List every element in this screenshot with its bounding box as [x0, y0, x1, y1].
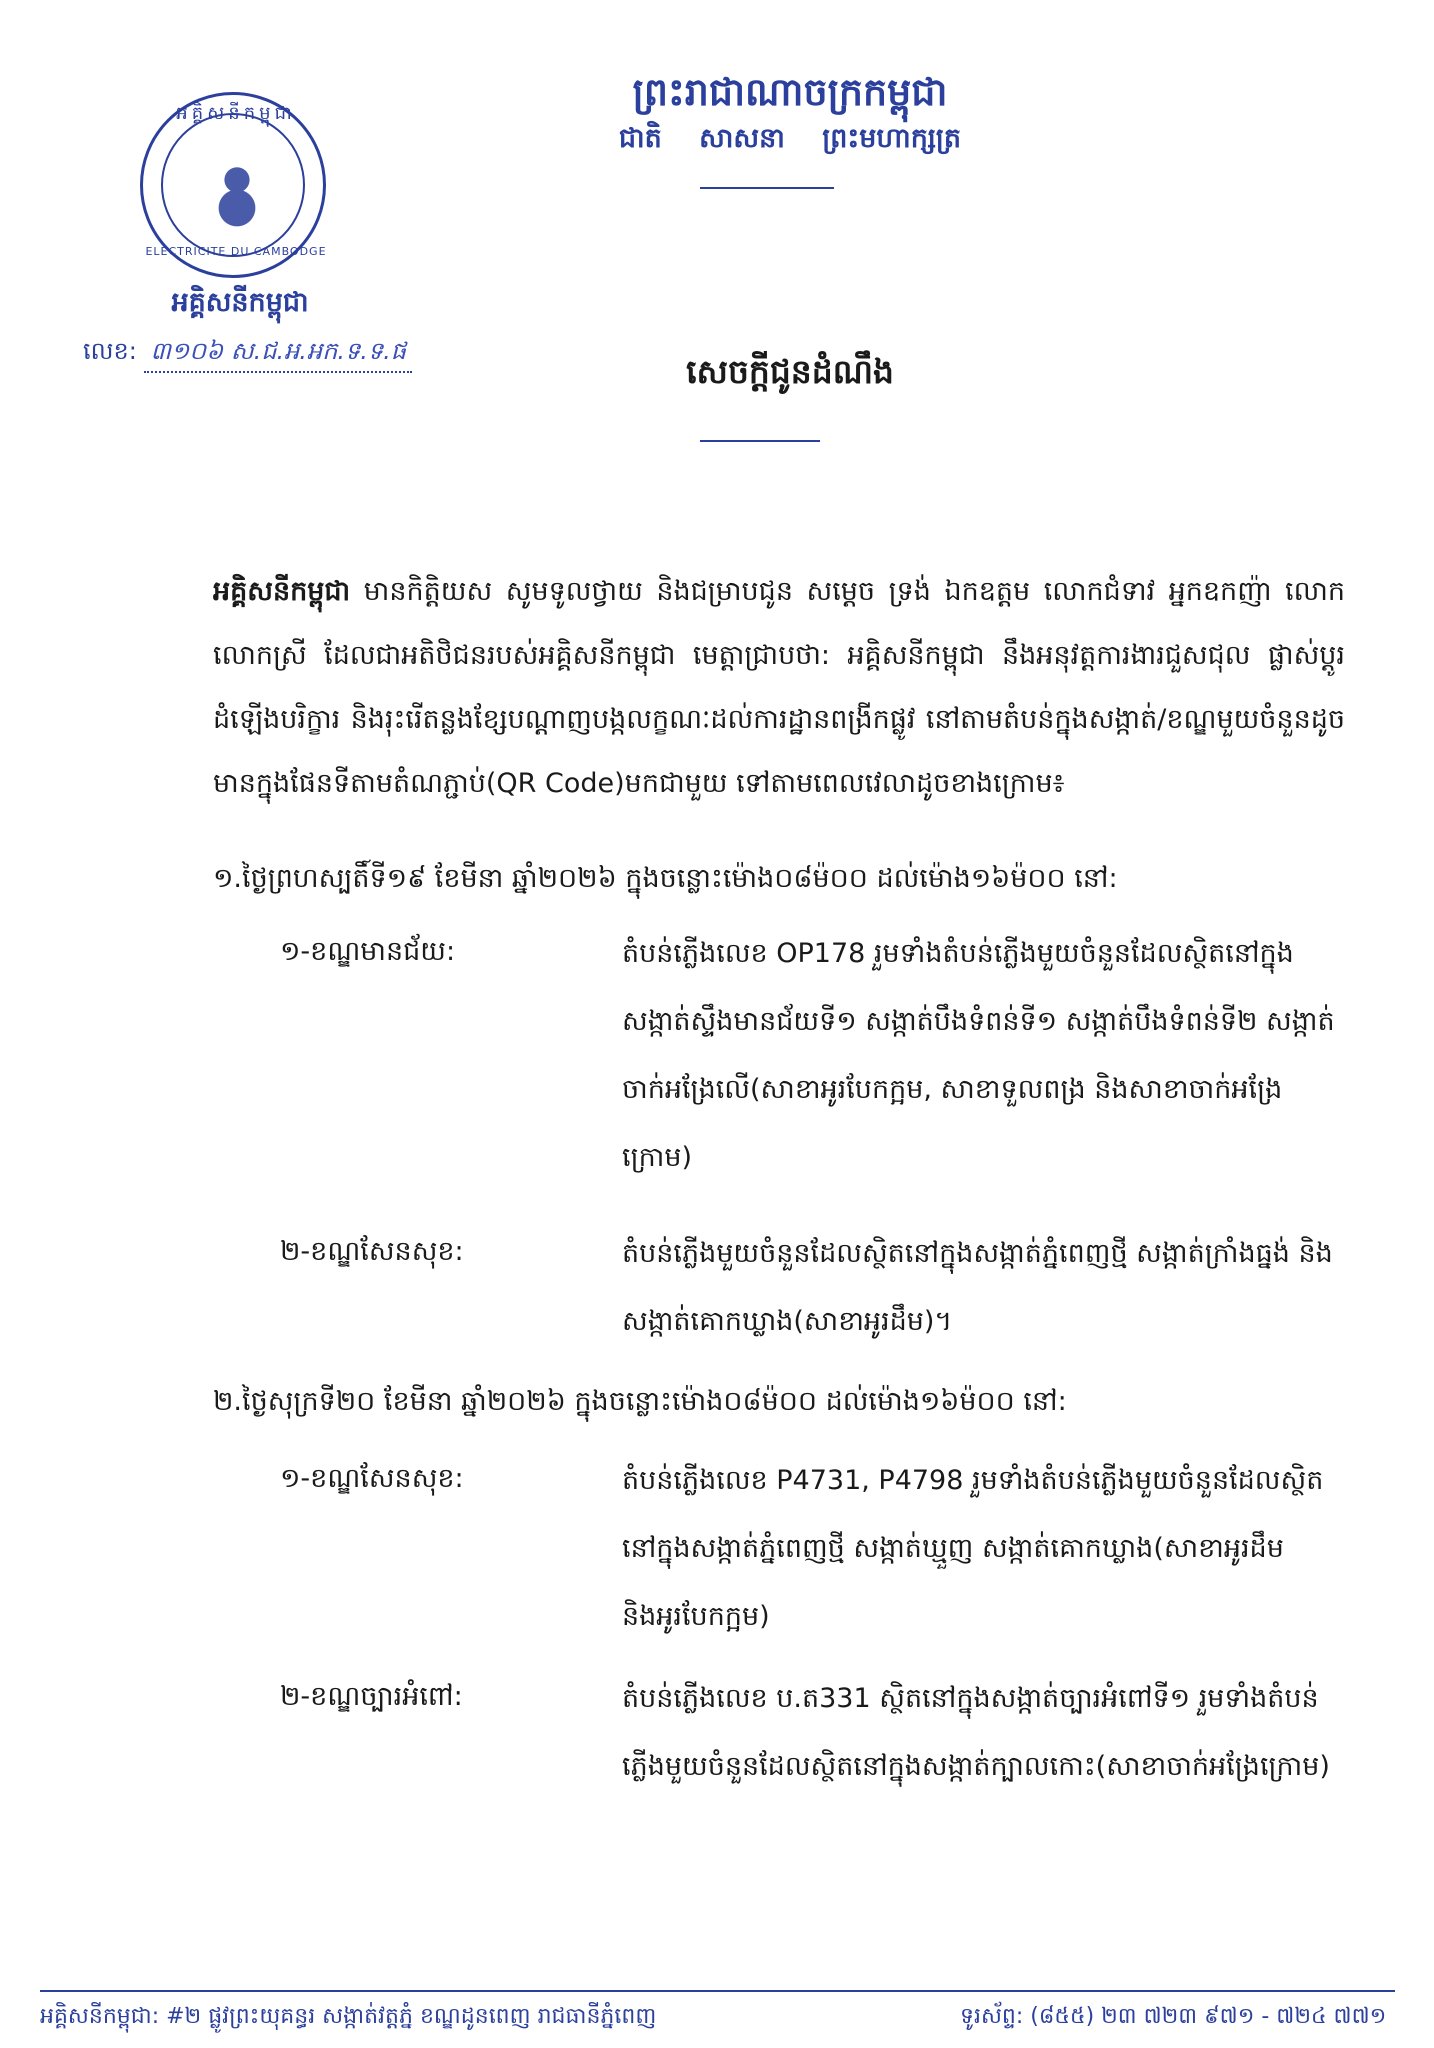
org-seal-logo — [140, 92, 326, 278]
footer-divider — [40, 1990, 1395, 1992]
seal-top-text: អគ្គិសនីកម្ពុជា — [176, 103, 296, 124]
national-motto: ជាតិ សាសនា ព្រះមហាក្សត្រ — [618, 123, 962, 154]
footer-address: អគ្គិសនីកម្ពុជា: #២ ផ្លូវព្រះយុគន្ធរ សង្កាត់វត្តភ្នំ ខណ្ឌដូនពេញ រាជធានីភ្នំពេញ — [40, 2004, 657, 2029]
area-description: តំបន់ភ្លើងលេខ P4731, P4798 រួមទាំងតំបន់ភ្លើងមួយចំនួនដែលស្ថិតនៅក្នុងសង្កាត់ភ្នំពេញថ្មី សង្កាត់ឃ្មួញ សង្កាត់គោកឃ្លាង(សាខាអូរដឹម និងអូរបែកក្អម) — [622, 1465, 1324, 1632]
area-description: តំបន់ភ្លើងលេខ OP178 រួមទាំងតំបន់ភ្លើងមួយចំនួនដែលស្ថិតនៅក្នុងសង្កាត់ស្ទឹងមានជ័យទី១ សង្កាត់បឹងទំពន់ទី១ សង្កាត់បឹងទំពន់ទី២ សង្កាត់ចាក់អង្រែលើ(សាខាអូរបែកក្អម, សាខាទួលពង្រ និងសាខាចាក់អង្រែក្រោម) — [622, 938, 1335, 1173]
schedule-day-1: ១.ថ្ងៃព្រហស្បតិ៍ទី១៩ ខែមីនា ឆ្នាំ២០២៦ ក្នុងចន្លោះម៉ោង០៨ម៉០០ ដល់ម៉ោង១៦ម៉០០ នៅ: — [213, 863, 1118, 894]
area-name: ១-ខណ្ឌសែនសុខ: — [280, 1463, 464, 1494]
area-description: តំបន់ភ្លើងមួយចំនួនដែលស្ថិតនៅក្នុងសង្កាត់ភ្នំពេញថ្មី សង្កាត់ក្រាំងធ្នង់ និងសង្កាត់គោកឃ្លាង(សាខាអូរដឹម)។ — [622, 1238, 1333, 1337]
intro-org-name: អគ្គិសនីកម្ពុជា — [213, 576, 351, 607]
area-name: ២-ខណ្ឌសែនសុខ: — [280, 1236, 464, 1267]
seal-bottom-text: ELECTRICITE DU CAMBODGE — [145, 245, 327, 258]
title-ornament-divider — [700, 440, 820, 442]
seal-emblem-icon — [207, 151, 267, 227]
area-description: តំបន់ភ្លើងលេខ ប.ត331 ស្ថិតនៅក្នុងសង្កាត់ច្បារអំពៅទី១ រួមទាំងតំបន់ភ្លើងមួយចំនួនដែលស្ថិតនៅក្នុងសង្កាត់ក្បាលកោះ(សាខាចាក់អង្រែក្រោម) — [622, 1683, 1330, 1782]
header-ornament-divider — [700, 187, 834, 189]
organization-name: អគ្គិសនីកម្ពុជា — [171, 287, 309, 318]
reference-line — [83, 336, 412, 373]
area-name: ២-ខណ្ឌច្បារអំពៅ: — [280, 1681, 463, 1712]
footer-phone: ទូរស័ព្ទ: (៨៥៥) ២៣ ៧២៣ ៩៧១ - ៧២៤ ៧៧១ — [960, 2004, 1387, 2029]
kingdom-heading: ព្រះរាជាណាចក្រកម្ពុជា — [632, 70, 948, 114]
reference-number: ៣១០៦ ស.ជ.អ.អក.ទ.ទ.ផ — [144, 336, 412, 373]
intro-text: មានកិត្តិយស សូមទូលថ្វាយ និងជម្រាបជូន សម្តេច ទ្រង់ ឯកឧត្តម លោកជំទាវ អ្នកឧកញ៉ា លោក លោកស្រី ដែលជាអតិថិជនរបស់អគ្គិសនីកម្ពុជា មេត្តាជ្រាបថា: អគ្គិសនីកម្ពុជា នឹងអនុវត្តការងារជួសជុល ផ្លាស់ប្តូរដំឡើងបរិក្ខារ និងរុះរើតន្លងខ្សែបណ្តាញបង្កលក្ខណៈដល់ការដ្ឋានពង្រីកផ្លូវ នៅតាមតំបន់ក្នុងសង្កាត់/ខណ្ឌមួយចំនួនដូចមានក្នុងផែនទីតាមតំណភ្ជាប់(QR Code)មកជាមួយ ទៅតាមពេលវេលាដូចខាងក្រោម៖ — [213, 576, 1345, 799]
seal-inner-ring — [161, 113, 305, 257]
schedule-day-2: ២.ថ្ងៃសុក្រទី២០ ខែមីនា ឆ្នាំ២០២៦ ក្នុងចន្លោះម៉ោង០៨ម៉០០ ដល់ម៉ោង១៦ម៉០០ នៅ: — [213, 1386, 1067, 1417]
intro-paragraph — [213, 560, 1345, 816]
document-title: សេចក្តីជូនដំណឹង — [686, 352, 894, 391]
reference-label: លេខ: — [83, 337, 137, 365]
area-name: ១-ខណ្ឌមានជ័យ: — [280, 936, 456, 967]
